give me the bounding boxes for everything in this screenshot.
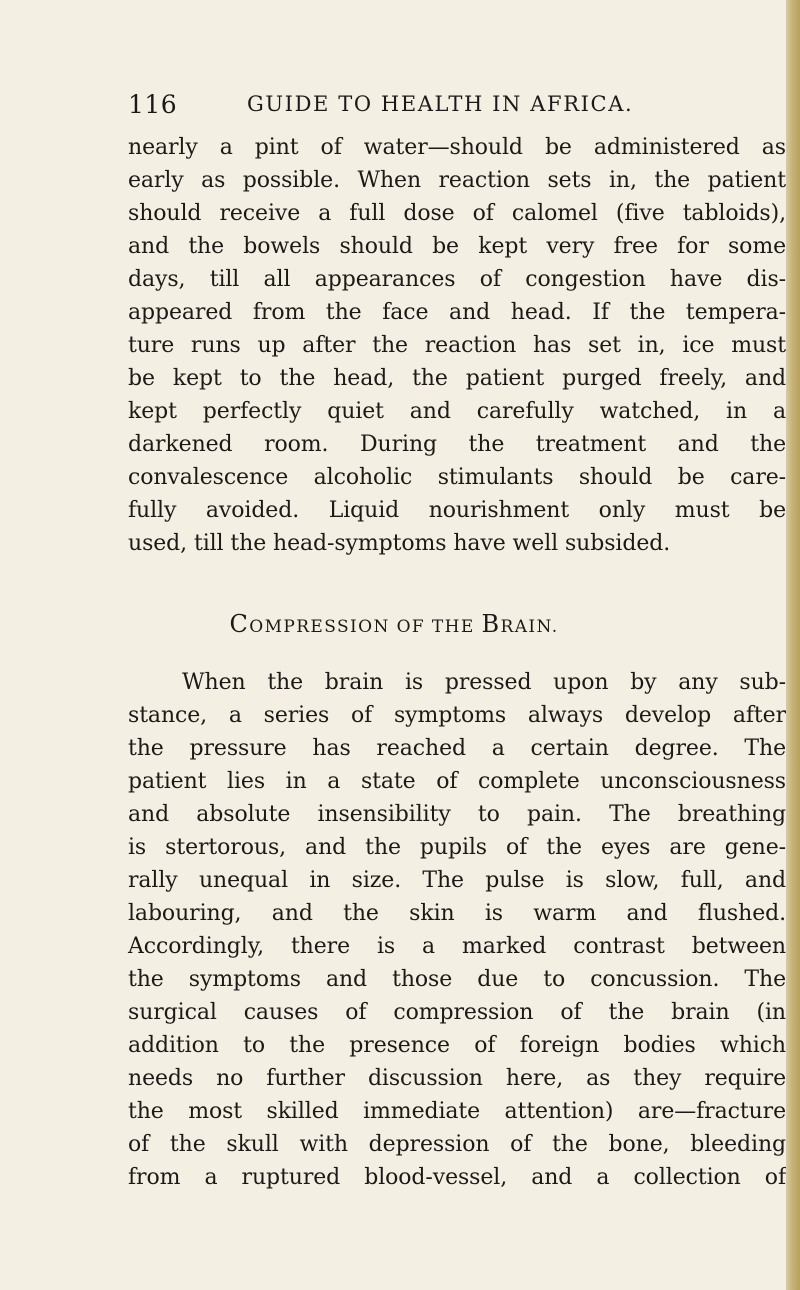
page-header xyxy=(0,90,788,130)
text-line: labouring, and the skin is warm and flushed. xyxy=(128,901,786,926)
heading-smallcaps: RAIN. xyxy=(500,617,559,637)
text-line: days, till all appearances of congestion have dis- xyxy=(128,267,786,292)
text-line: fully avoided. Liquid nourishment only must be xyxy=(128,498,786,523)
text-line: of the skull with depression of the bone, bleeding xyxy=(128,1132,786,1157)
text-line: needs no further discussion here, as they require xyxy=(128,1066,786,1091)
text-line: the pressure has reached a certain degree. The xyxy=(128,736,786,761)
text-line: ture runs up after the reaction has set in, ice must xyxy=(128,333,786,358)
text-line: the most skilled immediate attention) are—fracture xyxy=(128,1099,786,1124)
paragraph-1 xyxy=(128,131,786,560)
text-line: Accordingly, there is a marked contrast between xyxy=(128,934,786,959)
text-line: from a ruptured blood-vessel, and a collection of xyxy=(128,1165,786,1190)
heading-smallcaps: OMPRESSION OF THE xyxy=(249,617,482,637)
text-line: patient lies in a state of complete unconsciousness xyxy=(128,769,786,794)
text-line: convalescence alcoholic stimulants should be care- xyxy=(128,465,786,490)
text-line: be kept to the head, the patient purged freely, and xyxy=(128,366,786,391)
running-title: GUIDE TO HEALTH IN AFRICA. xyxy=(247,92,634,116)
page-edge-binding xyxy=(786,0,800,1290)
text-line: addition to the presence of foreign bodies which xyxy=(128,1033,786,1058)
text-line: appeared from the face and head. If the tempera- xyxy=(128,300,786,325)
text-line: used, till the head-symptoms have well subsided. xyxy=(128,531,671,556)
text-line: and absolute insensibility to pain. The breathing xyxy=(128,802,786,827)
text-line: When the brain is pressed upon by any sub- xyxy=(182,670,786,695)
text-line: should receive a full dose of calomel (five tabloids), xyxy=(128,201,786,226)
paragraph-2 xyxy=(128,666,786,1194)
text-line: is stertorous, and the pupils of the eyes are gene- xyxy=(128,835,786,860)
text-line: rally unequal in size. The pulse is slow, full, and xyxy=(128,868,786,893)
section-heading xyxy=(0,610,788,638)
text-line: stance, a series of symptoms always develop after xyxy=(128,703,786,728)
text-line: early as possible. When reaction sets in, the patient xyxy=(128,168,786,193)
heading-initial: C xyxy=(229,610,250,638)
page-number: 116 xyxy=(128,90,178,119)
text-line: kept perfectly quiet and carefully watched, in a xyxy=(128,399,786,424)
heading-initial: B xyxy=(481,610,501,638)
text-line: surgical causes of compression of the brain (in xyxy=(128,1000,786,1025)
text-line: the symptoms and those due to concussion. The xyxy=(128,967,786,992)
text-line: darkened room. During the treatment and the xyxy=(128,432,786,457)
text-line: nearly a pint of water—should be administered as xyxy=(128,135,786,160)
text-line: and the bowels should be kept very free for some xyxy=(128,234,786,259)
